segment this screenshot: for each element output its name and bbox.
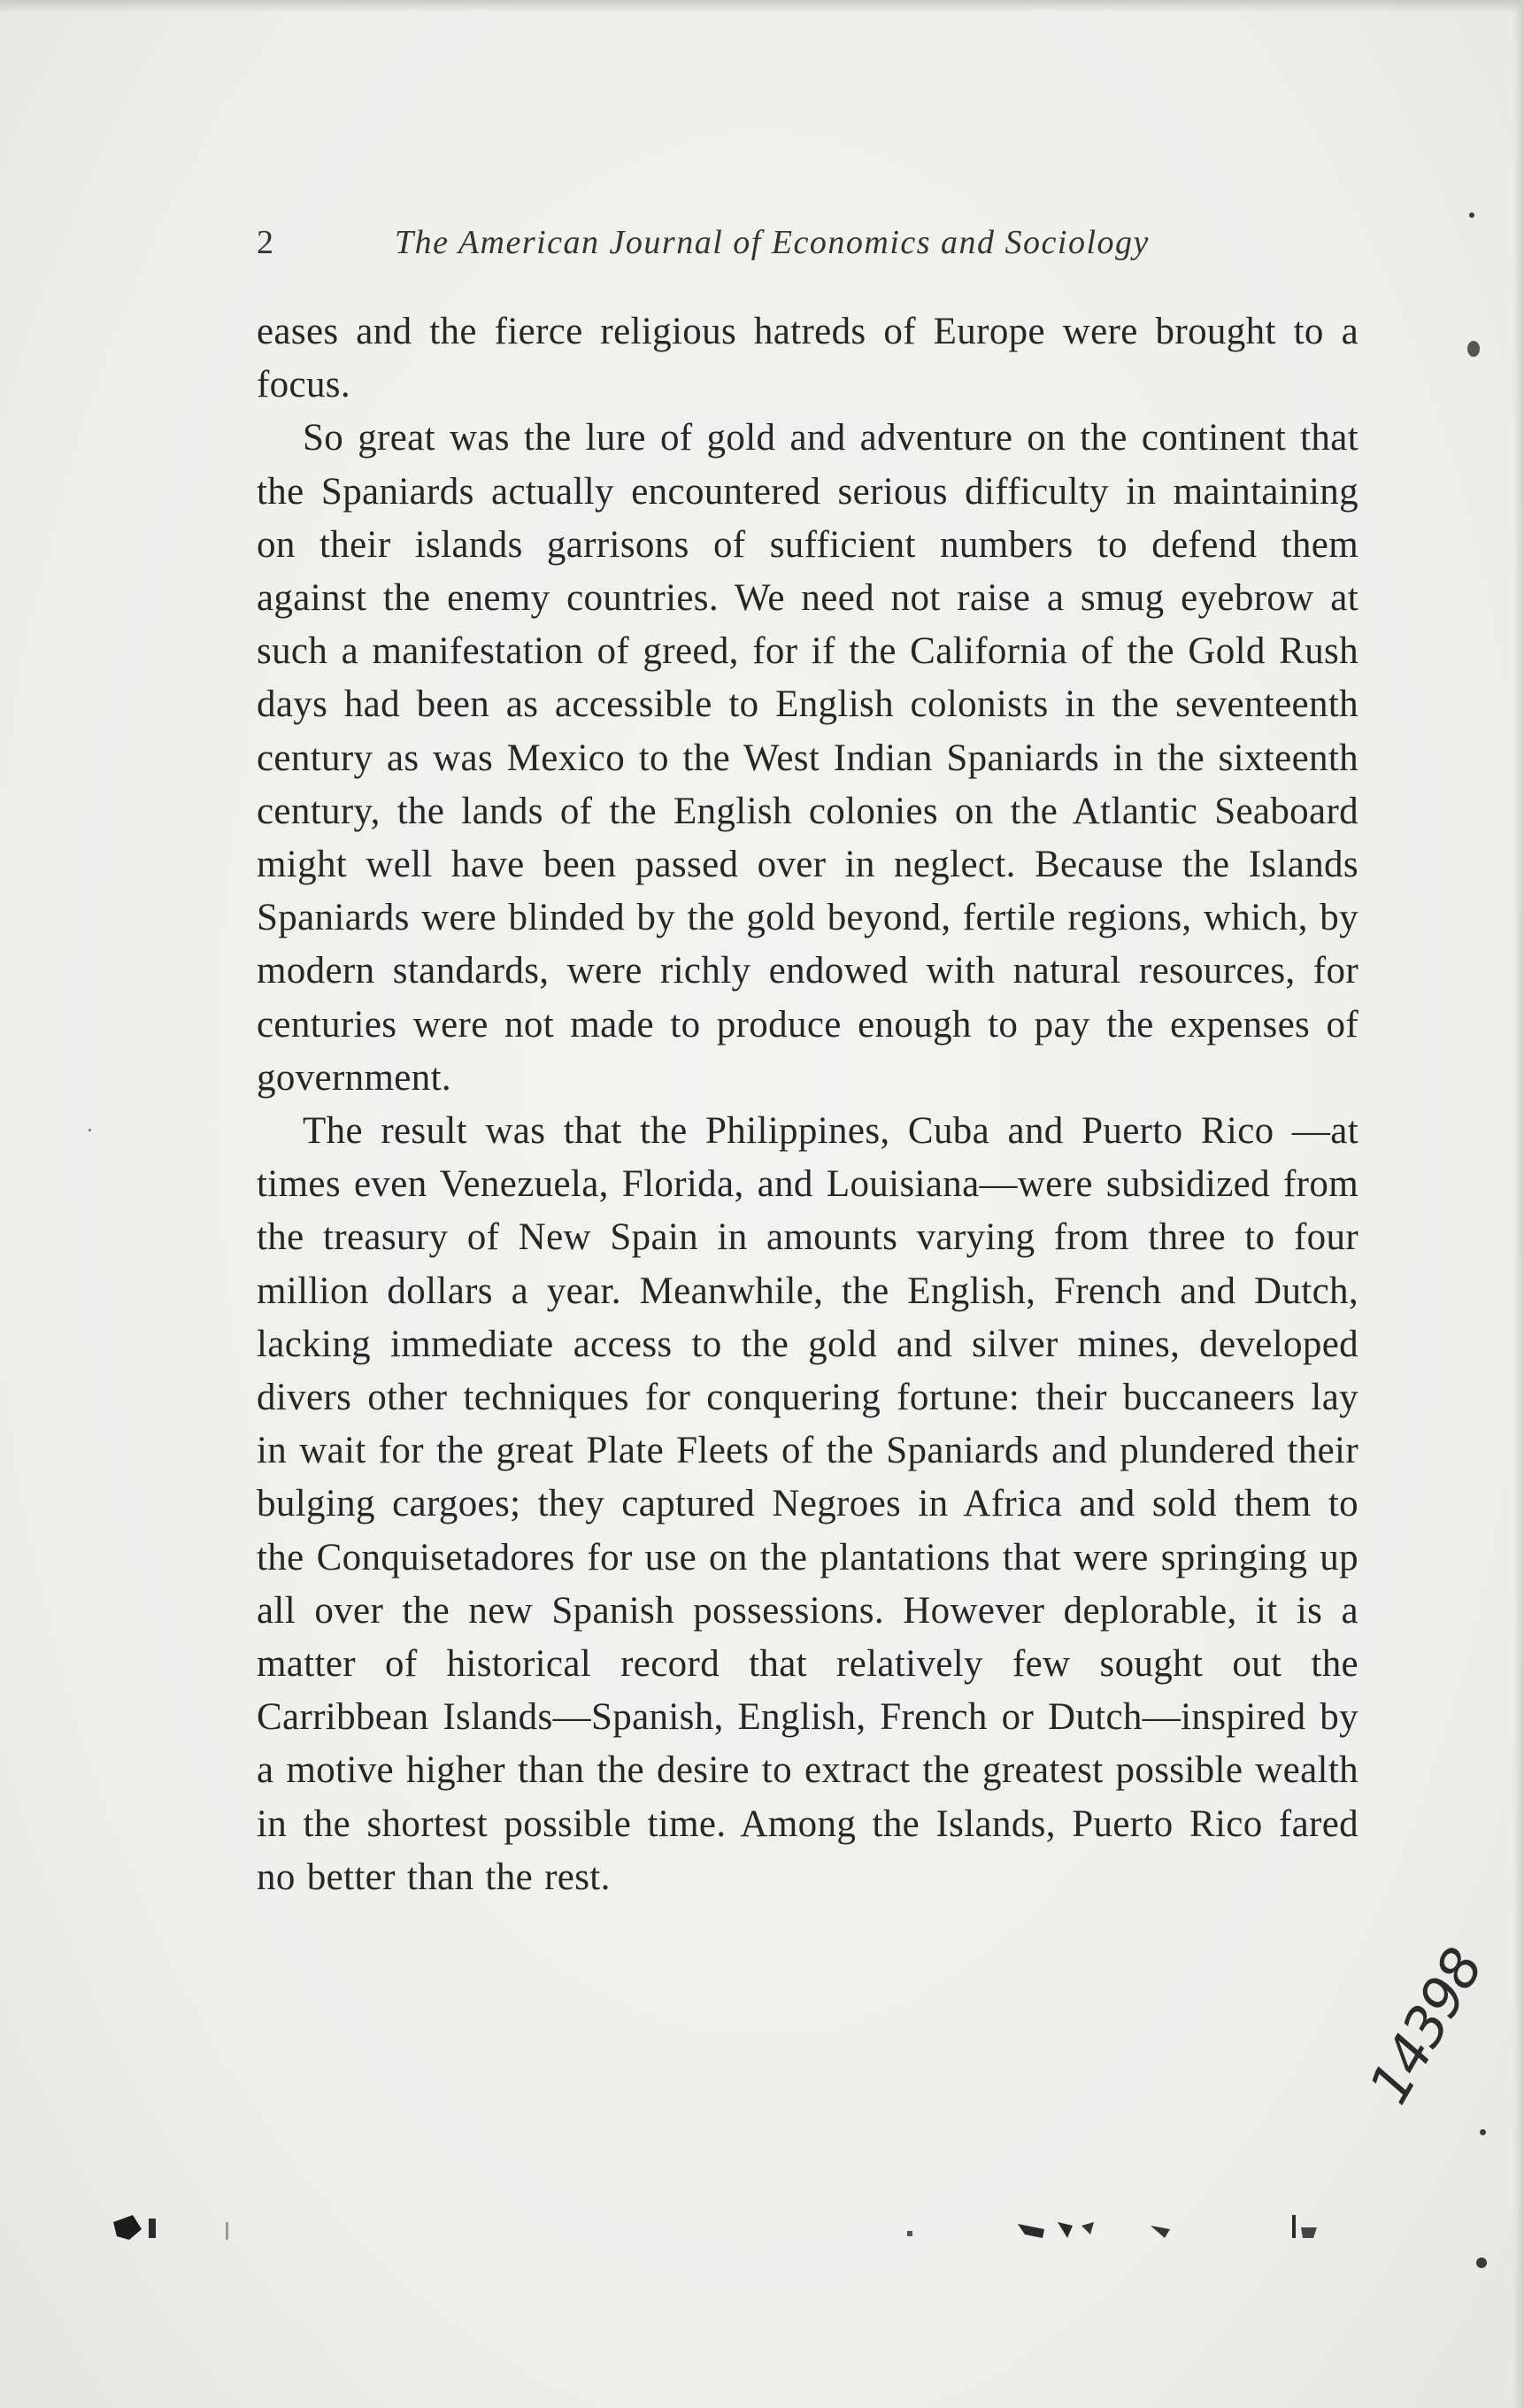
page-right-shadow	[1513, 0, 1524, 2408]
paragraph: The result was that the Philippines, Cuba and Puerto Rico —at times even Venezuela, Florida, and Louisiana—were subsidized from the treasury of New Spain in amounts varying from three to four million dollars a year. Meanwhile, the English, French and Dutch, lacking immediate access to the gold and silver mines, developed divers other techniques for conquering fortune: their buccaneers lay in wait for the great Plate Fleets of the Spaniards and plundered their bulging cargoes; they captured Negroes in Africa and sold them to the Conquisetadores for use on the plantations that were springing up all over the new Spanish possessions. However deplorable, it is a matter of historical record that relatively few sought out the Carribbean Islands—Spanish, English, French or Dutch—inspired by a motive higher than the desire to extract the greatest possible wealth in the shortest possible time. Among the Islands, Puerto Rico fared no better than the rest.	[257, 1110, 1359, 1898]
page-number: 2	[257, 224, 273, 261]
scan-speck	[1480, 2129, 1486, 2135]
journal-title: The American Journal of Economics and Sociology	[395, 224, 1150, 261]
bottom-scan-marks	[0, 2196, 1524, 2266]
paragraph-continued: eases and the fierce religious hatreds of Europe were brought to a focus.	[257, 311, 1359, 406]
article-body	[257, 305, 1359, 1904]
scan-speck	[1467, 341, 1480, 357]
scan-speck	[89, 1129, 91, 1131]
page-top-shadow	[0, 0, 1524, 12]
scan-speck	[1469, 212, 1474, 218]
paragraph: So great was the lure of gold and adventure on the continent that the Spaniards actually encountered serious difficulty in maintaining on their islands garrisons of sufficient numbers to defend them against the enemy countries. We need not raise a smug eyebrow at such a manifestation of greed, for if the California of the Gold Rush days had been as accessible to English colonists in the seventeenth century as was Mexico to the West Indian Spaniards in the sixteenth century, the lands of the English colonies on the Atlantic Seaboard might well have been passed over in neglect. Because the Islands Spaniards were blinded by the gold beyond, fertile regions, which, by modern standards, were richly endowed with natural resources, for centuries were not made to produce enough to pay the expenses of government.	[257, 417, 1359, 1099]
handwritten-accession-number: 14398	[1356, 1938, 1496, 2115]
running-header	[257, 223, 1345, 276]
